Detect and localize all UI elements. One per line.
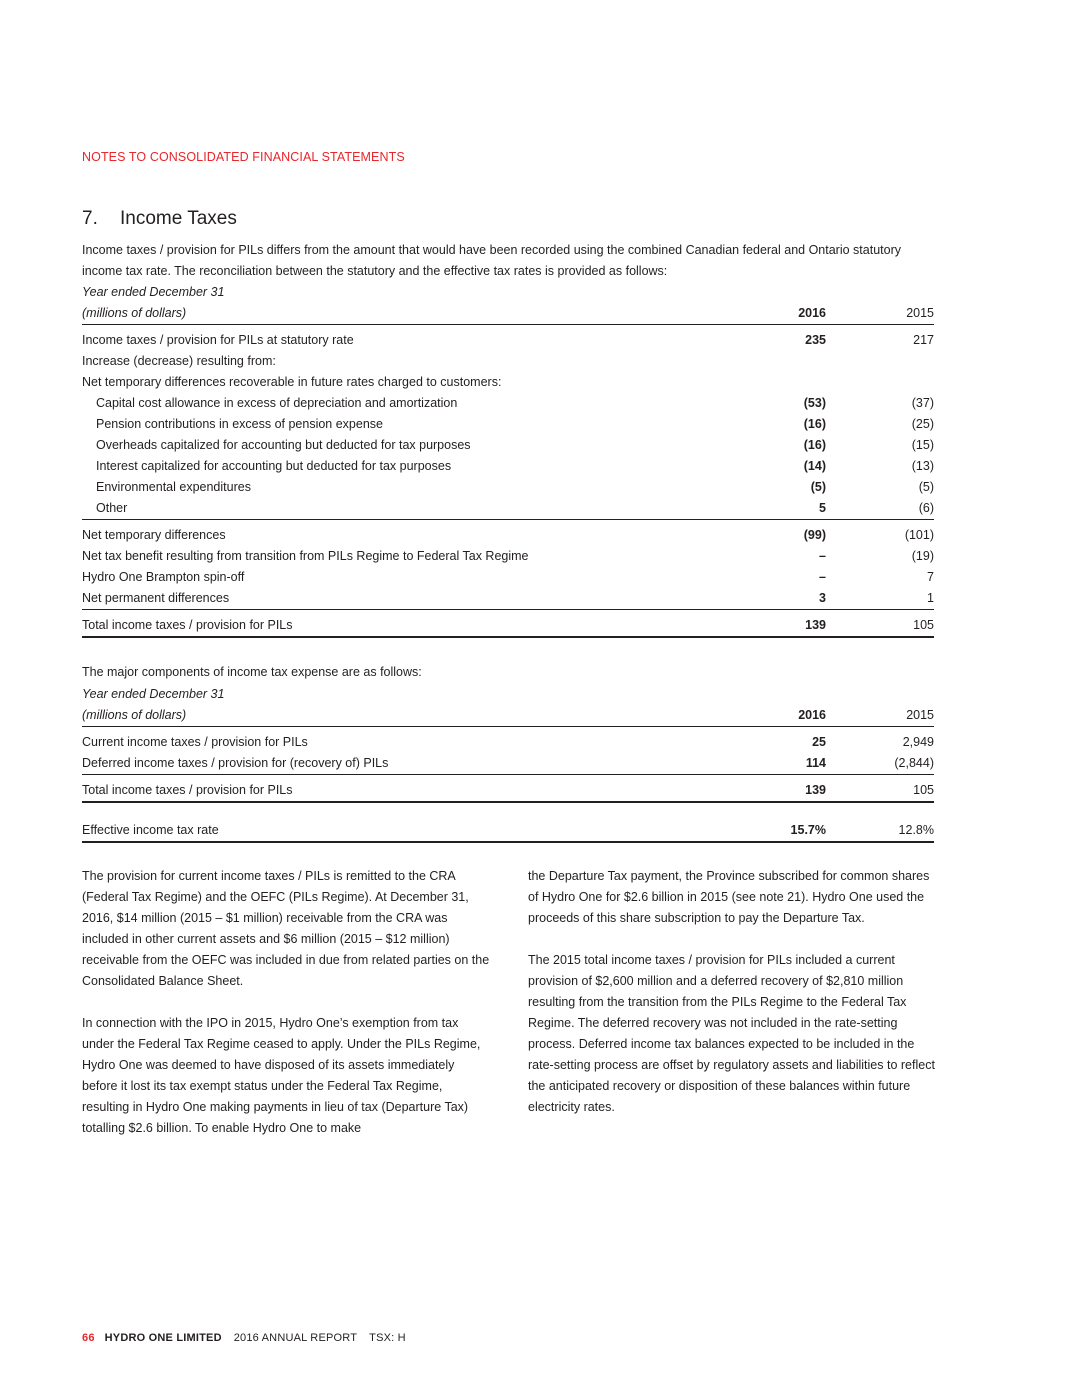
value-2015: 2,949 — [902, 735, 934, 749]
col-header-2015: 2015 — [906, 708, 934, 722]
value-2015: (37) — [911, 396, 934, 410]
table-header-row — [82, 303, 934, 325]
row-label: Net permanent differences — [82, 591, 230, 605]
value-2015: 1 — [927, 591, 934, 605]
value-2016: 25 — [812, 735, 826, 749]
ticker: TSX: H — [369, 1332, 406, 1344]
section-title — [82, 208, 237, 230]
table-row — [82, 753, 934, 775]
value-2015: (6) — [918, 501, 934, 515]
value-2016: (53) — [803, 396, 826, 410]
value-2016: 139 — [805, 618, 826, 632]
row-label: Total income taxes / provision for PILs — [82, 783, 293, 797]
reconciliation-table — [82, 282, 934, 638]
value-2015: (101) — [904, 528, 934, 542]
value-2016: – — [819, 570, 826, 584]
page-header: NOTES TO CONSOLIDATED FINANCIAL STATEMENTS — [82, 150, 405, 164]
col-header-2016: 2016 — [798, 306, 826, 320]
table-row — [82, 477, 934, 498]
value-2016: (16) — [803, 417, 826, 431]
row-label: Effective income tax rate — [82, 823, 219, 837]
table-row — [82, 435, 934, 456]
value-2016: (16) — [803, 438, 826, 452]
table-total-row — [82, 780, 934, 803]
value-2015: 12.8% — [898, 823, 934, 837]
row-label: Hydro One Brampton spin-off — [82, 570, 245, 584]
table-row — [82, 588, 934, 610]
table-total-row — [82, 615, 934, 638]
row-label: Interest capitalized for accounting but deducted for tax purposes — [96, 459, 452, 473]
page-number: 66 — [82, 1332, 95, 1344]
col-header-2016: 2016 — [798, 708, 826, 722]
col-header-2015: 2015 — [906, 306, 934, 320]
row-label: Capital cost allowance in excess of depreciation and amortization — [96, 396, 458, 410]
body-right-column — [528, 866, 938, 1139]
table-row — [82, 414, 934, 435]
value-2016: 5 — [819, 501, 826, 515]
table-row — [82, 351, 934, 372]
value-2015: (5) — [918, 480, 934, 494]
value-2016: (99) — [803, 528, 826, 542]
value-2015: (19) — [911, 549, 934, 563]
row-label: Overheads capitalized for accounting but deducted for tax purposes — [96, 438, 471, 452]
table-caption-row — [82, 684, 934, 705]
value-2016: 235 — [805, 333, 826, 347]
value-2016: 15.7% — [790, 823, 826, 837]
value-2016: (5) — [810, 480, 826, 494]
value-2015: 105 — [913, 618, 934, 632]
value-2015: 217 — [913, 333, 934, 347]
value-2016: 114 — [805, 756, 826, 770]
report-name: 2016 ANNUAL REPORT — [233, 1332, 358, 1344]
section-title-text: Income Taxes — [120, 208, 237, 229]
table-row — [82, 546, 934, 567]
table-row — [82, 330, 934, 351]
body-paragraph: In connection with the IPO in 2015, Hydro One’s exemption from tax under the Federal Tax Regime ceased to apply. Under the PILs Regime, Hydro One was deemed to have disposed of its assets immediately before it lost its tax exempt status under the Federal Tax Regime, resulting in Hydro One making payments in lieu of tax (Departure Tax) totalling $2.6 billion. To enable Hydro One to make — [82, 1016, 481, 1135]
table-caption-row — [82, 282, 934, 303]
company-name: HYDRO ONE LIMITED — [104, 1332, 222, 1344]
table-row — [82, 732, 934, 753]
value-2015: (25) — [911, 417, 934, 431]
body-left-column — [82, 866, 492, 1160]
table-header-row — [82, 705, 934, 727]
row-label: Net tax benefit resulting from transition from PILs Regime to Federal Tax Regime — [82, 549, 529, 563]
table-row — [82, 498, 934, 520]
section-number: 7. — [82, 208, 98, 229]
table-row — [82, 567, 934, 588]
value-2015: 7 — [927, 570, 934, 584]
row-label: Pension contributions in excess of pension expense — [96, 417, 383, 431]
value-2016: – — [819, 549, 826, 563]
table-row — [82, 456, 934, 477]
table-caption-units: (millions of dollars) — [82, 708, 187, 722]
intro-paragraph: Income taxes / provision for PILs differs from the amount that would have been recorded using the combined Canadian federal and Ontario statutory income tax rate. The reconciliation between the statutory and the effective tax rates is provided as follows: — [82, 243, 901, 278]
body-paragraph: The provision for current income taxes / PILs is remitted to the CRA (Federal Tax Regime) and the OEFC (PILs Regime). At December 31, 2016, $14 million (2015 – $1 million) receivable from the CRA was included in other current assets and $6 million (2015 – $12 million) receivable from the OEFC was included in due from related parties on the Consolidated Balance Sheet. — [82, 869, 490, 988]
effective-rate-row — [82, 820, 934, 843]
value-2015: 105 — [913, 783, 934, 797]
value-2015: (13) — [911, 459, 934, 473]
row-label: Net temporary differences recoverable in future rates charged to customers: — [82, 375, 502, 389]
value-2016: 3 — [819, 591, 826, 605]
row-label: Increase (decrease) resulting from: — [82, 354, 276, 368]
row-label: Other — [96, 501, 128, 515]
page-footer — [82, 1332, 406, 1344]
row-label: Net temporary differences — [82, 528, 226, 542]
table-caption-year: Year ended December 31 — [82, 285, 225, 299]
row-label: Total income taxes / provision for PILs — [82, 618, 293, 632]
row-label: Environmental expenditures — [96, 480, 251, 494]
value-2016: (14) — [803, 459, 826, 473]
row-label: Current income taxes / provision for PILs — [82, 735, 308, 749]
value-2016: 139 — [805, 783, 826, 797]
table-row — [82, 393, 934, 414]
body-paragraph: The 2015 total income taxes / provision for PILs included a current provision of $2,600 million and a deferred recovery of $2,810 million resulting from the transition from the PILs Regime to the Federal Tax Regime. The deferred recovery was not included in the rate-setting process. Deferred income tax balances expected to be included in the rate-setting process are offset by regulatory assets and liabilities to reflect the anticipated recovery or disposition of these balances within future electricity rates. — [528, 953, 935, 1114]
body-paragraph: the Departure Tax payment, the Province subscribed for common shares of Hydro One for $2.6 billion in 2015 (see note 21). Hydro One used the proceeds of this share subscription to pay the Departure Tax. — [528, 869, 930, 925]
table-caption-year: Year ended December 31 — [82, 687, 225, 701]
row-label: Income taxes / provision for PILs at statutory rate — [82, 333, 354, 347]
components-table — [82, 684, 934, 843]
value-2015: (15) — [911, 438, 934, 452]
components-intro: The major components of income tax expense are as follows: — [82, 665, 422, 679]
value-2015: (2,844) — [894, 756, 934, 770]
row-label: Deferred income taxes / provision for (recovery of) PILs — [82, 756, 389, 770]
table-row — [82, 372, 934, 393]
table-row — [82, 525, 934, 546]
table-caption-units: (millions of dollars) — [82, 306, 187, 320]
